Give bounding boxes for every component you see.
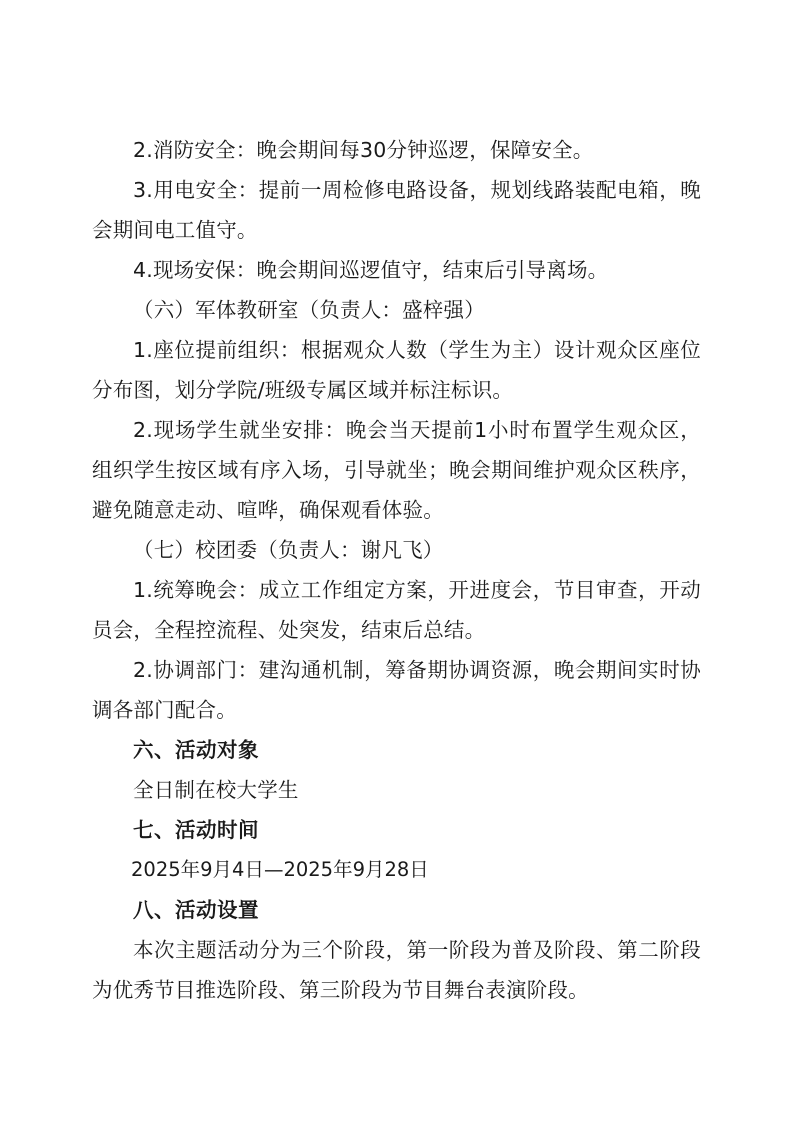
para-activity-audience-content: 全日制在校大学生 xyxy=(133,778,299,802)
para-fire-safety: 2.消防安全：晚会期间每30分钟巡逻，保障安全。 xyxy=(133,138,594,162)
para-student-seating-onsite: 2.现场学生就坐安排：晚会当天提前1小时布置学生观众区，组织学生按区域有序入场，引导就坐；晚会期间维护观众区秩序，避免随意走动、喧哗，确保观看体验。 xyxy=(92,418,701,522)
para-activity-setup-content: 本次主题活动分为三个阶段，第一阶段为普及阶段、第二阶段为优秀节目推选阶段、第三阶段为节目舞台表演阶段。 xyxy=(92,938,701,1002)
para-electrical-safety: 3.用电安全：提前一周检修电路设备，规划线路装配电箱，晚会期间电工值守。 xyxy=(92,178,701,242)
heading-activity-audience: 六、活动对象 xyxy=(133,738,259,762)
para-section-six-military-pe: （六）军体教研室（负责人：盛梓强） xyxy=(133,298,485,322)
para-activity-time-content: 2025年9月4日—2025年9月28日 xyxy=(131,858,429,881)
heading-activity-setup: 八、活动设置 xyxy=(133,898,259,922)
para-site-security: 4.现场安保：晚会期间巡逻值守，结束后引导离场。 xyxy=(133,258,609,282)
para-seating-arrangement-plan: 1.座位提前组织：根据观众人数（学生为主）设计观众区座位分布图，划分学院/班级专属区域并标注标识。 xyxy=(92,338,701,402)
para-section-seven-youth-league: （七）校团委（负责人：谢凡飞） xyxy=(133,538,444,562)
para-department-coordination: 2.协调部门：建沟通机制，筹备期协调资源，晚会期间实时协调各部门配合。 xyxy=(92,658,701,722)
heading-activity-time: 七、活动时间 xyxy=(133,818,259,842)
para-overall-planning: 1.统筹晚会：成立工作组定方案，开进度会，节目审查，开动员会，全程控流程、处突发，结束后总结。 xyxy=(92,578,701,642)
document-body xyxy=(92,130,701,1010)
